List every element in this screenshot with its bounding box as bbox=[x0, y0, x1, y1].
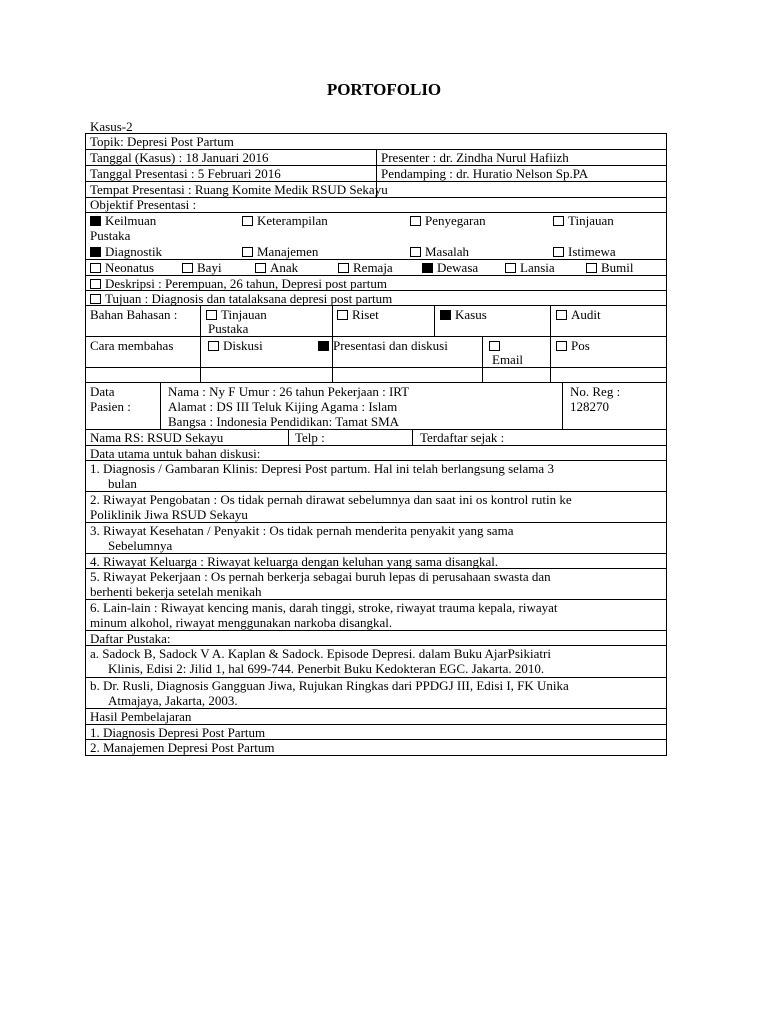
tanggal-presentasi-field: Tanggal Presentasi : 5 Februari 2016 bbox=[90, 166, 281, 181]
terdaftar-field: Terdaftar sejak : bbox=[420, 430, 505, 445]
option-keterampilan[interactable]: Keterampilan bbox=[242, 213, 328, 228]
presenter-field: Presenter : dr. Zindha Nurul Hafiizh bbox=[381, 150, 569, 165]
checkbox-checked-icon[interactable] bbox=[318, 341, 329, 351]
pasien-bangsa-pendidikan: Bangsa : Indonesia Pendidikan: Tamat SMA bbox=[168, 414, 400, 429]
row-divider bbox=[85, 382, 667, 383]
option-lansia[interactable]: Lansia bbox=[505, 260, 555, 275]
checkbox-empty-icon[interactable] bbox=[90, 294, 101, 304]
option-bahan-pustaka-continued: Pustaka bbox=[208, 321, 249, 336]
kasus-label: Kasus-2 bbox=[90, 119, 133, 134]
checkbox-empty-icon[interactable] bbox=[410, 247, 421, 257]
data-utama-item-6-cont: minum alkohol, riwayat menggunakan narkoba disangkal. bbox=[90, 615, 393, 630]
option-dewasa[interactable]: Dewasa bbox=[422, 260, 478, 275]
pustaka-item-a-cont: Klinis, Edisi 2: Jilid 1, hal 699-744. Penerbit Buku Kedokteran EGC. Jakarta. 2010. bbox=[108, 661, 545, 676]
checkbox-empty-icon[interactable] bbox=[337, 310, 348, 320]
data-utama-item-5: 5. Riwayat Pekerjaan : Os pernah berkerja sebagai buruh lepas di perusahaan swasta dan bbox=[90, 569, 551, 584]
row-divider bbox=[85, 367, 667, 368]
row-divider bbox=[85, 630, 667, 631]
checkbox-empty-icon[interactable] bbox=[242, 247, 253, 257]
col-divider bbox=[482, 336, 483, 382]
checkbox-empty-icon[interactable] bbox=[553, 216, 564, 226]
checkbox-checked-icon[interactable] bbox=[422, 263, 433, 273]
data-utama-item-1-cont: bulan bbox=[108, 476, 137, 491]
option-masalah[interactable]: Masalah bbox=[410, 244, 469, 259]
pendamping-field: Pendamping : dr. Huratio Nelson Sp.PA bbox=[381, 166, 589, 181]
option-bumil[interactable]: Bumil bbox=[586, 260, 634, 275]
pasien-alamat-agama: Alamat : DS III Teluk Kijing Agama : Islam bbox=[168, 399, 398, 414]
nama-rs-field: Nama RS: RSUD Sekayu bbox=[90, 430, 224, 445]
checkbox-empty-icon[interactable] bbox=[208, 341, 219, 351]
checkbox-empty-icon[interactable] bbox=[242, 216, 253, 226]
tempat-field: Tempat Presentasi : Ruang Komite Medik RSUD Sekayu bbox=[90, 182, 388, 197]
pasien-label-line1: Data bbox=[90, 384, 115, 399]
objektif-label: Objektif Presentasi : bbox=[90, 197, 197, 212]
col-divider bbox=[200, 305, 201, 382]
option-anak[interactable]: Anak bbox=[255, 260, 298, 275]
option-cara-pos[interactable]: Pos bbox=[556, 338, 590, 353]
data-utama-item-1: 1. Diagnosis / Gambaran Klinis: Depresi Post partum. Hal ini telah berlangsung selama 3 bbox=[90, 461, 554, 476]
checkbox-empty-icon[interactable] bbox=[489, 341, 500, 351]
checkbox-empty-icon[interactable] bbox=[556, 341, 567, 351]
checkbox-empty-icon[interactable] bbox=[206, 310, 217, 320]
option-bahan-tinjauan[interactable]: Tinjauan bbox=[206, 307, 267, 322]
option-pustaka-continued: Pustaka bbox=[90, 228, 131, 243]
col-divider bbox=[550, 305, 551, 382]
hasil-item-2: 2. Manajemen Depresi Post Partum bbox=[90, 740, 275, 755]
noreg-value: 128270 bbox=[570, 399, 609, 414]
checkbox-empty-icon[interactable] bbox=[90, 279, 101, 289]
data-utama-item-4: 4. Riwayat Keluarga : Riwayat keluarga dengan keluhan yang sama disangkal. bbox=[90, 554, 499, 569]
data-utama-item-5-cont: berhenti bekerja setelah menikah bbox=[90, 584, 262, 599]
option-istimewa[interactable]: Istimewa bbox=[553, 244, 616, 259]
cara-label: Cara membahas bbox=[90, 338, 174, 353]
topik-field: Topik: Depresi Post Partum bbox=[90, 134, 234, 149]
pustaka-item-b: b. Dr. Rusli, Diagnosis Gangguan Jiwa, Rujukan Ringkas dari PPDGJ III, Edisi I, FK Unika bbox=[90, 678, 569, 693]
data-utama-label: Data utama untuk bahan diskusi: bbox=[90, 446, 261, 461]
noreg-label: No. Reg : bbox=[570, 384, 621, 399]
checkbox-empty-icon[interactable] bbox=[586, 263, 597, 273]
data-utama-item-3-cont: Sebelumnya bbox=[108, 538, 173, 553]
tanggal-kasus-field: Tanggal (Kasus) : 18 Januari 2016 bbox=[90, 150, 269, 165]
option-bahan-riset[interactable]: Riset bbox=[337, 307, 379, 322]
option-bayi[interactable]: Bayi bbox=[182, 260, 222, 275]
option-manajemen[interactable]: Manajemen bbox=[242, 244, 318, 259]
checkbox-checked-icon[interactable] bbox=[440, 310, 451, 320]
checkbox-empty-icon[interactable] bbox=[410, 216, 421, 226]
col-divider bbox=[562, 382, 563, 429]
option-keilmuan[interactable]: Keilmuan bbox=[90, 213, 156, 228]
option-penyegaran[interactable]: Penyegaran bbox=[410, 213, 486, 228]
document-title: PORTOFOLIO bbox=[326, 80, 442, 99]
data-utama-item-3: 3. Riwayat Kesehatan / Penyakit : Os tidak pernah menderita penyakit yang sama bbox=[90, 523, 514, 538]
row-divider bbox=[85, 336, 667, 337]
pustaka-item-a: a. Sadock B, Sadock V A. Kaplan & Sadock. Episode Depresi. dalam Buku AjarPsikiatri bbox=[90, 646, 551, 661]
checkbox-empty-icon[interactable] bbox=[505, 263, 516, 273]
option-neonatus[interactable]: Neonatus bbox=[90, 260, 154, 275]
hasil-item-1: 1. Diagnosis Depresi Post Partum bbox=[90, 725, 266, 740]
checkbox-empty-icon[interactable] bbox=[182, 263, 193, 273]
data-utama-item-6: 6. Lain-lain : Riwayat kencing manis, darah tinggi, stroke, riwayat trauma kepala, riwayat bbox=[90, 600, 558, 615]
option-remaja[interactable]: Remaja bbox=[338, 260, 393, 275]
col-divider bbox=[288, 429, 289, 445]
checkbox-empty-icon[interactable] bbox=[90, 263, 101, 273]
pustaka-label: Daftar Pustaka: bbox=[90, 631, 171, 646]
data-utama-item-2-cont: Poliklinik Jiwa RSUD Sekayu bbox=[90, 507, 248, 522]
data-utama-item-2: 2. Riwayat Pengobatan : Os tidak pernah dirawat sebelumnya dan saat ini os kontrol rutin ke bbox=[90, 492, 572, 507]
col-divider bbox=[160, 382, 161, 429]
checkbox-empty-icon[interactable] bbox=[556, 310, 567, 320]
col-divider bbox=[434, 305, 435, 336]
tujuan-field: Tujuan : Diagnosis dan tatalaksana depresi post partum bbox=[90, 291, 392, 306]
option-bahan-kasus[interactable]: Kasus bbox=[440, 307, 487, 322]
telp-field: Telp : bbox=[295, 430, 325, 445]
option-bahan-audit[interactable]: Audit bbox=[556, 307, 601, 322]
checkbox-checked-icon[interactable] bbox=[90, 216, 101, 226]
pustaka-item-b-cont: Atmajaya, Jakarta, 2003. bbox=[108, 693, 238, 708]
option-diagnostik[interactable]: Diagnostik bbox=[90, 244, 162, 259]
checkbox-checked-icon[interactable] bbox=[90, 247, 101, 257]
checkbox-empty-icon[interactable] bbox=[338, 263, 349, 273]
option-cara-email-label: Email bbox=[492, 352, 524, 367]
option-cara-email-box[interactable] bbox=[489, 338, 504, 353]
checkbox-empty-icon[interactable] bbox=[255, 263, 266, 273]
option-tinjauan[interactable]: Tinjauan bbox=[553, 213, 614, 228]
hasil-label: Hasil Pembelajaran bbox=[90, 709, 192, 724]
pasien-nama-umur-pekerjaan: Nama : Ny F Umur : 26 tahun Pekerjaan : IRT bbox=[168, 384, 410, 399]
pasien-label-line2: Pasien : bbox=[90, 399, 131, 414]
col-divider bbox=[412, 429, 413, 445]
checkbox-empty-icon[interactable] bbox=[553, 247, 564, 257]
deskripsi-field: Deskripsi : Perempuan, 26 tahun, Depresi post partum bbox=[90, 276, 387, 291]
bahan-label: Bahan Bahasan : bbox=[90, 307, 178, 322]
option-cara-presentasi[interactable]: Presentasi dan diskusi bbox=[318, 338, 448, 353]
option-cara-diskusi[interactable]: Diskusi bbox=[208, 338, 263, 353]
